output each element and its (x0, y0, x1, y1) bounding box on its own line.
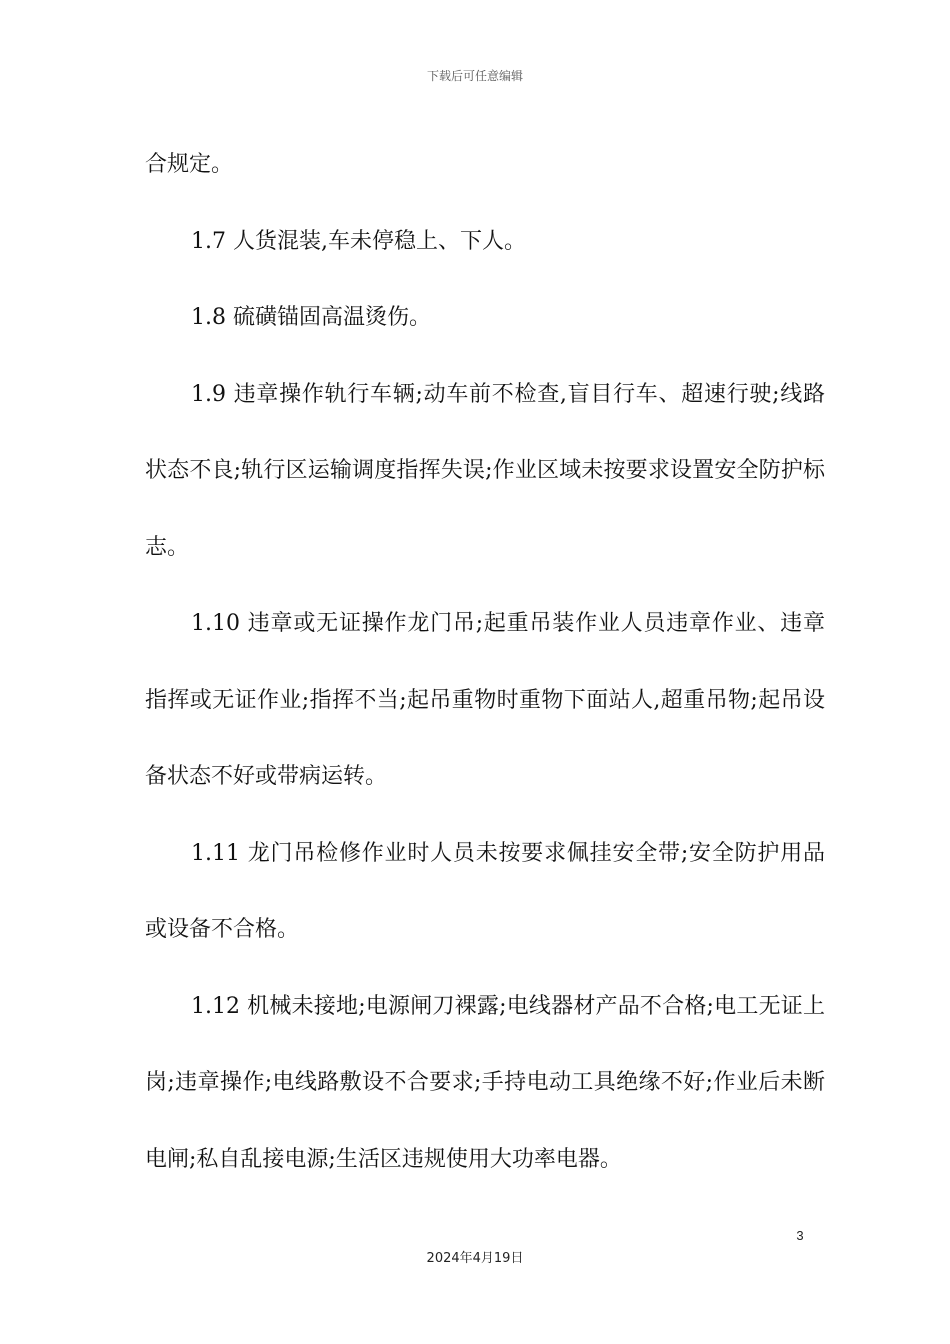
paragraph-1-7: 1.7 人货混装,车未停稳上、下人。 (191, 228, 526, 254)
page-number: 3 (796, 1228, 804, 1243)
paragraph-1-9: 1.9 违章操作轨行车辆;动车前不检查,盲目行车、超速行驶;线路状态不良;轨行区运输调度指挥失误;作业区域未按要求设置安全防护标志。 (145, 381, 825, 560)
paragraph-continuation: 合规定。 (145, 152, 234, 177)
paragraph-1-8: 1.8 硫磺锚固高温烫伤。 (191, 305, 431, 330)
body-text (145, 127, 825, 1198)
page-header: 下载后可任意编辑 (426, 69, 523, 83)
paragraph-1-11: 1.11 龙门吊检修作业时人员未按要求佩挂安全带;安全防护用品或设备不合格。 (145, 840, 825, 942)
paragraph-1-12: 1.12 机械未接地;电源闸刀裸露;电线器材产品不合格;电工无证上岗;违章操作;电线路敷设不合要求;手持电动工具绝缘不好;作业后未断电闸;私自乱接电源;生活区违规使用大功率电器。 (145, 993, 825, 1172)
footer-date: 2024年4月19日 (426, 1251, 524, 1266)
paragraph-1-10: 1.10 违章或无证操作龙门吊;起重吊装作业人员违章作业、违章指挥或无证作业;指挥不当;起吊重物时重物下面站人,超重吊物;起吊设备状态不好或带病运转。 (145, 611, 825, 789)
